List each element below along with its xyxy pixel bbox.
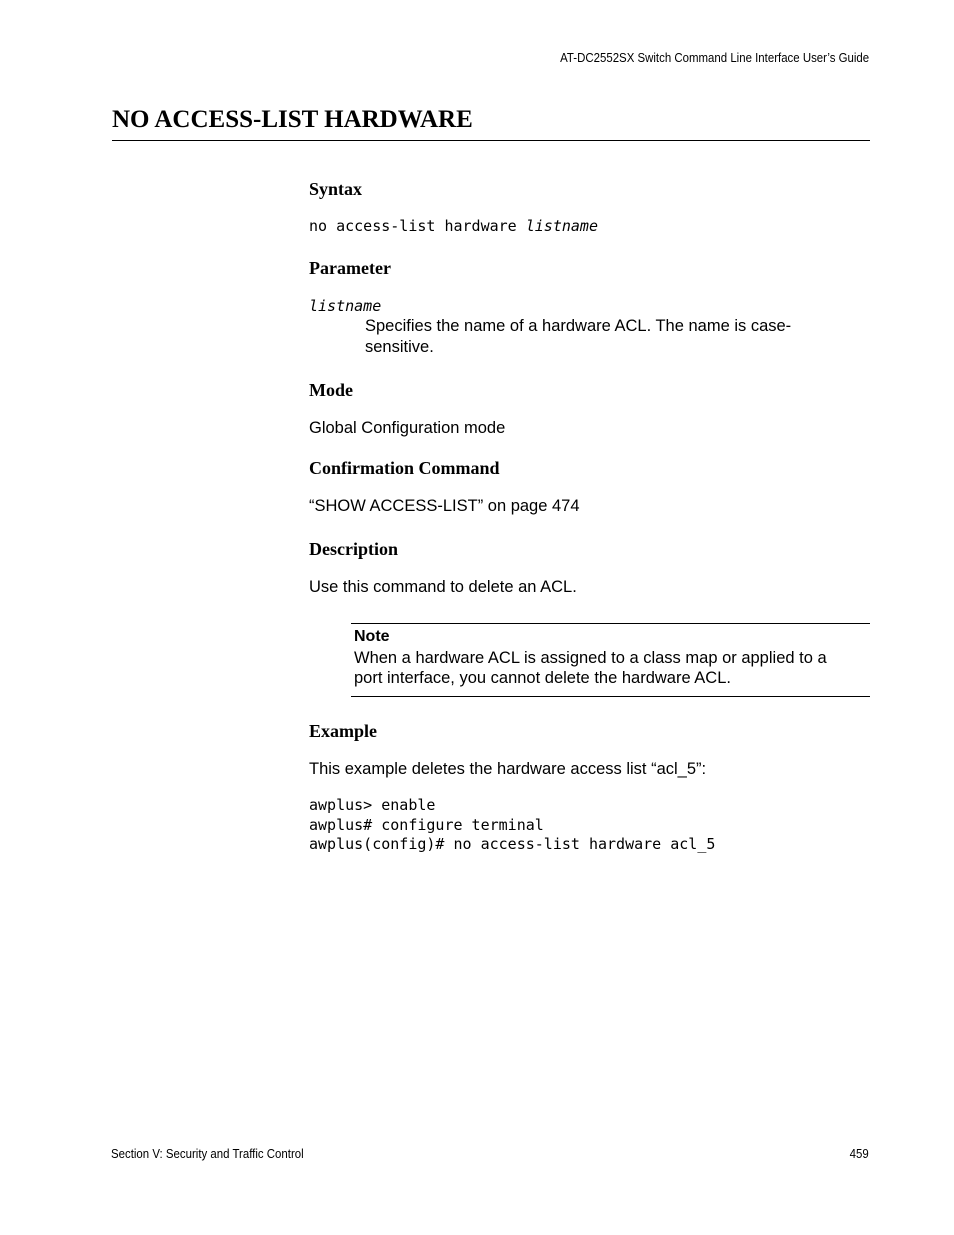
confirmation-link[interactable]: “SHOW ACCESS-LIST” on page 474 bbox=[309, 497, 580, 515]
mode-heading: Mode bbox=[309, 380, 353, 400]
parameter-name-text: listname bbox=[309, 297, 382, 315]
footer-section: Section V: Security and Traffic Control bbox=[111, 1146, 304, 1161]
parameter-name bbox=[309, 297, 381, 315]
syntax-heading: Syntax bbox=[309, 179, 363, 199]
code-line: awplus(config)# no access-list hardware acl_5 bbox=[309, 835, 716, 853]
syntax-argument: listname bbox=[525, 217, 598, 235]
parameter-description: Specifies the name of a hardware ACL. The name is case-sensitive. bbox=[365, 317, 792, 356]
code-line: awplus# configure terminal bbox=[309, 815, 544, 834]
note-text: When a hardware ACL is assigned to a class map or applied to a port interface, you cannot delete the hardware ACL. bbox=[354, 649, 827, 687]
footer-page-number: 459 bbox=[849, 1146, 869, 1161]
note-box bbox=[351, 623, 870, 697]
note-label: Note bbox=[354, 628, 390, 645]
description-text: Use this command to delete an ACL. bbox=[309, 578, 577, 596]
parameter-heading: Parameter bbox=[309, 258, 391, 278]
code-line: awplus> enable bbox=[309, 796, 436, 814]
syntax-command bbox=[309, 217, 598, 235]
page-title: NO ACCESS-LIST HARDWARE bbox=[112, 106, 473, 133]
description-heading: Description bbox=[309, 539, 398, 559]
running-header: AT-DC2552SX Switch Command Line Interface User’s Guide bbox=[559, 50, 869, 65]
confirmation-heading: Confirmation Command bbox=[309, 458, 500, 478]
title-rule bbox=[112, 140, 870, 141]
mode-text: Global Configuration mode bbox=[309, 419, 506, 437]
example-heading: Example bbox=[309, 721, 378, 741]
example-code-block bbox=[309, 796, 715, 855]
syntax-command-text: no access-list hardware bbox=[309, 217, 526, 235]
example-text: This example deletes the hardware access list “acl_5”: bbox=[309, 760, 707, 778]
